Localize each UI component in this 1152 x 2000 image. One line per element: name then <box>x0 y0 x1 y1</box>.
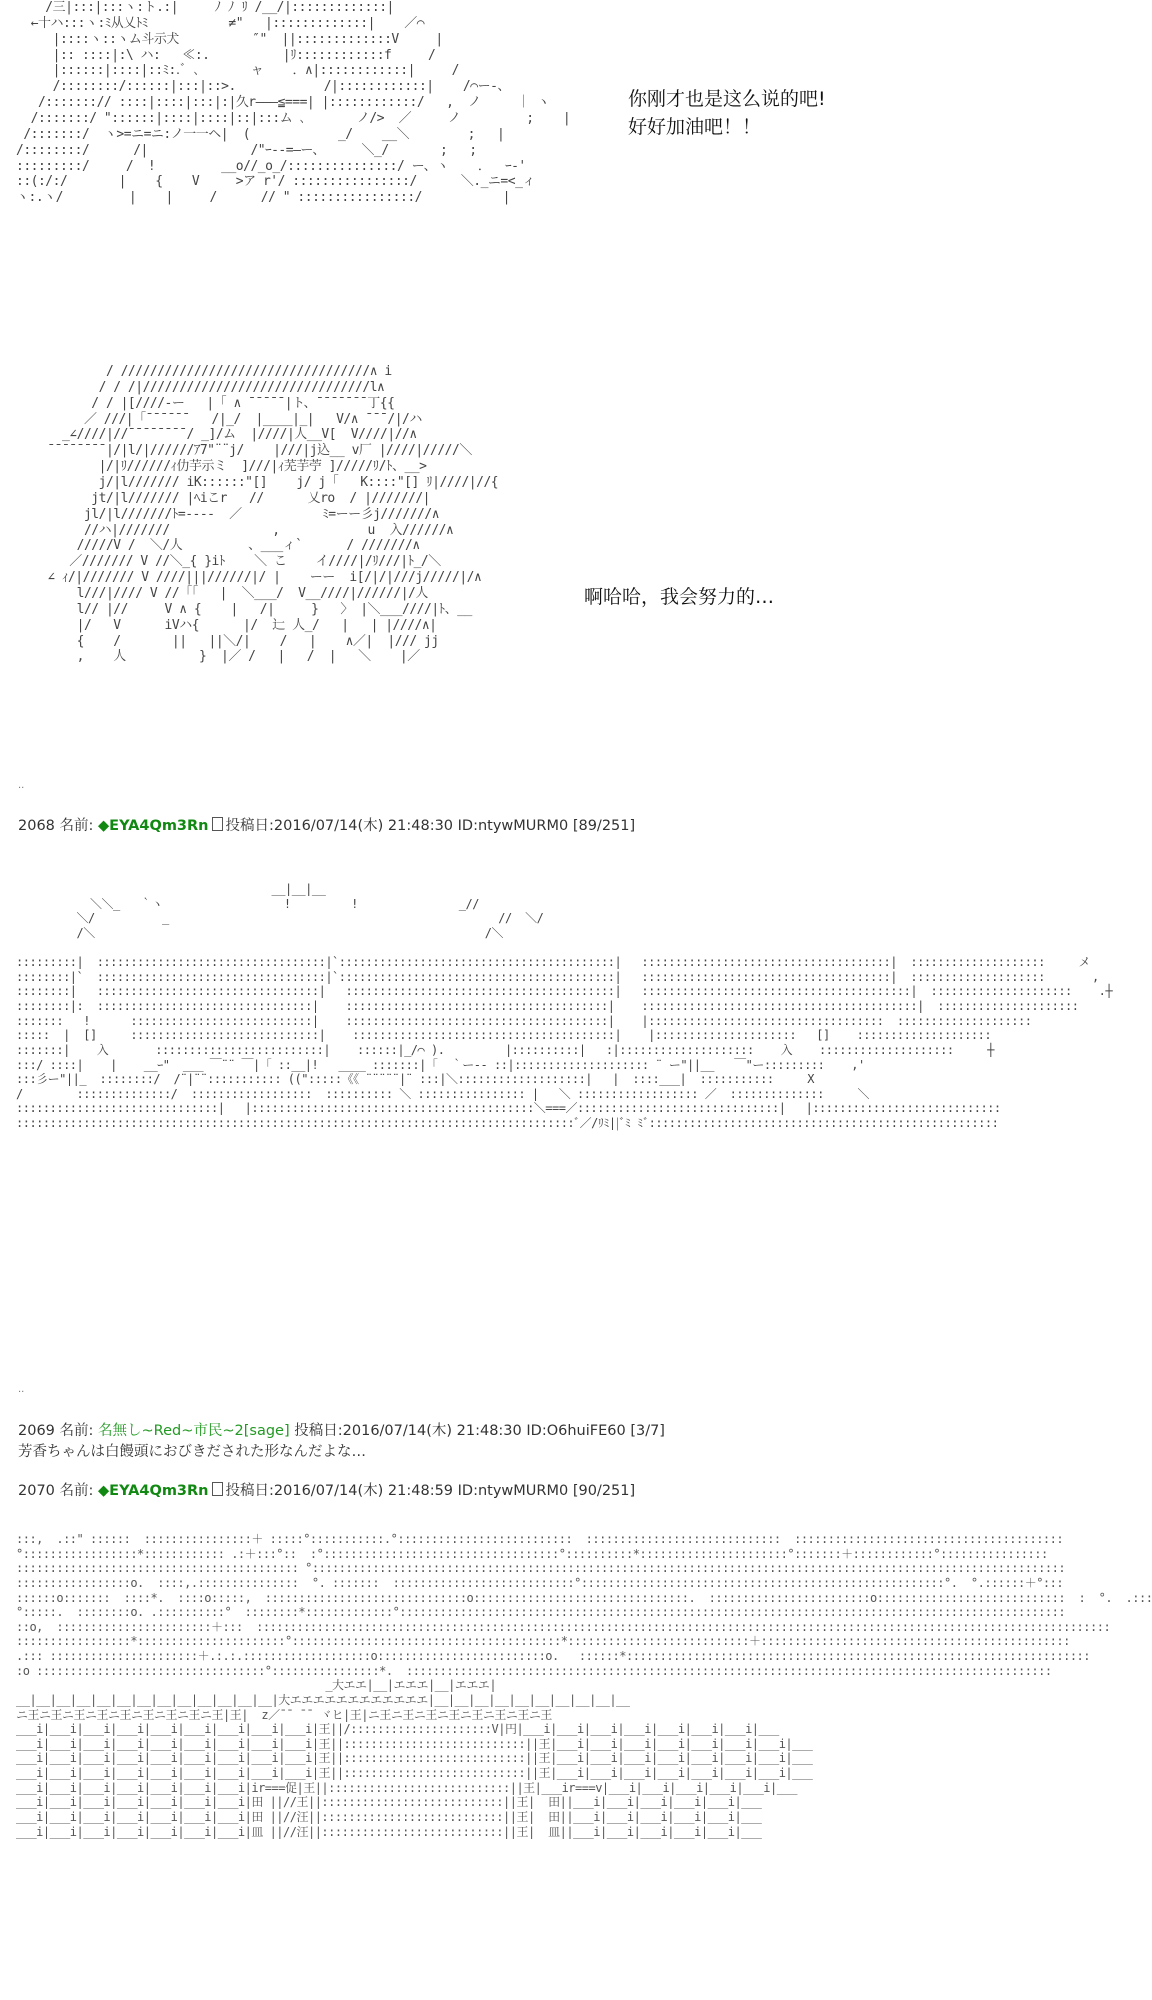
sage-tag: [sage] <box>243 1423 290 1439</box>
ascii-art-character-hat: / //////////////////////////////////∧ i / / /|///////////////////////////////l∧ / / |[////-ー |「 ∧ ¯¯¯¯¯|ト、¯¯¯¯¯¯¯丁{{ ／ ///|「¯¯¯¯¯¯ /|_/ |____|_| V/∧ ¯¯¯/|/ハ _∠////|//¯¯¯¯¯¯¯¯/ _]/ム |////|人__V[ V////|//∧ ¯¯¯¯¯¯¯¯|/|l/|//////ｱ7"¨¨j/ |///|j込__ v厂 |////|/////＼ |/|ﾘ//////ｨ仂芋示ミ ]///|ｨ芜芋苧 ]/////ﾘ/ﾄ、__> j/|l/////// iK::::::"[] j/ j「 K::::"[] ﾘ|////|//{ jt/|l/////// |ﾍiこr // 乂ro / |///////| jl/|l///////ﾄ=---- ／ ﾐ=ーー彡j///////∧ //ハ|/////// , u 入//////∧ /////V / ＼/人 、___ィ` / ///////∧ ／/////// V //＼_{ }iﾄ ＼ こ イ////|/ﾘ///|ﾄ_/＼ ∠ ｨ/|/////// V ////|||//////|/ | ーー i[/|/|///j/////|/∧ l///|//// V //「「 | ＼___/ V__////|//////|/人 l// |// V ∧ { | /| } 〉 |＼___////|ﾄ、__ |/ V iVハ{ |/ 辷 人_/ | | |////∧| { / || ||＼/| / | ∧／| |/// jj , 人 } |／ / | / | ＼ |／ <box>47 364 499 665</box>
post-number[interactable]: 2068 <box>18 818 55 834</box>
speech-line: 好好加油吧！！ <box>628 115 762 138</box>
post-body-2069: 芳香ちゃんは白饅頭におびきだされた形なんだよな… <box>18 1444 366 1460</box>
poster-trip: ◆EYA4Qm3Rn <box>98 1483 209 1499</box>
poster-id[interactable]: ID:ntywMURM0 <box>457 1483 569 1499</box>
ascii-art-character-fist: /三|:::|:::ヽ:ト.:| ﾉ ﾉ ﾘ /__/|:::::::::::::| ←十ハ:::ヽ:ﾐ从乂ﾄﾐ ≠" |:::::::::::::| ／⌒ |::::ヽ::ヽム斗示犬 ″" ||:::::::::::::V | |:: ::::|:\ ハ: ≪:. |ﾘ::::::::::::f / |::::::|::::|::ﾐ:.ﾞ ､ ャ ．∧|::::::::::::| / /::::::::/::::::|:::|::>. /|::::::::::::| /⌒ー-、 /:::::::// ::::|::::|:::|:|久r―――≦===| |::::::::::::/ , ノ ｜ ヽ /:::::::/ "::::::|::::|::::|::|:::ム ､ ノ/> ／ ノ ; | /:::::::/ ヽ>=ニ=ニ:ノ一一ヘ| ( _/ __＼ ; | /::::::::/ /| /"ｰ--=―ー、 ＼_/ ; ; :::::::::/ / ! __o//_o_/:::::::::::::::/ ー、ヽ ． ｰ‐' ::(:/:/ | { V >ア r'/ ::::::::::::::::/ ＼._ニ=<_ィ ヽ:.ヽ/ | | / // " ::::::::::::::::/ | <box>16 0 571 206</box>
date-label: 投稿日: <box>225 818 274 834</box>
name-label: 名前: <box>59 818 94 834</box>
poster-name: 名無し~Red~市民~2 <box>98 1423 244 1439</box>
square-icon <box>212 1482 223 1496</box>
name-label: 名前: <box>59 1483 94 1499</box>
post-header-2069 <box>18 1419 665 1440</box>
separator-dots: .. <box>18 1384 25 1395</box>
post-number[interactable]: 2069 <box>18 1423 55 1439</box>
poster-id[interactable]: ID:O6huiFE60 <box>526 1423 626 1439</box>
date-label: 投稿日: <box>225 1483 274 1499</box>
speech-line: 你刚才也是这么说的吧! <box>628 88 826 110</box>
ascii-art-pillow-scene: __|__|__ ＼＼_ ｀ヽ ! ! _// ＼/ _ // ＼/ /＼ /＼ :::::::::| ::::::::::::::::::::::::::::::::::|`:::::::::::::::::::::::::::::::::::::::::| :::::::::::::::::::::::::::::::::::::| :::::::::::::::::::: メ ::::::::|` ::::::::::::::::::::::::::::::::::|`:::::::::::::::::::::::::::::::::::::::::| :::::::::::::::::::::::::::::::::::::| :::::::::::::::::::: , ::::::::| :::::::::::::::::::::::::::::::::| ::::::::::::::::::::::::::::::::::::::::| ::::::::::::::::::::::::::::::::::::::::| ::::::::::::::::::::: .┼ ::::::::|: ::::::::::::::::::::::::::::::::| :::::::::::::::::::::::::::::::::::::::| :::::::::::::::::::::::::::::::::::::::::| ::::::::::::::::::::: ::::::: ! :::::::::::::::::::::::::::| :::::::::::::::::::::::::::::::::::::::| |::::::::::::::::::::::::::::::::::: :::::::::::::::::::: ::::: | [] ::::::::::::::::::::::::::::| :::::::::::::::::::::::::::::::::::::::| |::::::::::::::::::::: [] :::::::::::::::::::: :::::::| 入 :::::::::::::::::::::::::| ::::::|_/⌒ ). |::::::::::| :|:::::::::::::::::::: 入 :::::::::::::::::::: ┼ :::/ ::::| | __ｰ" ___ ￣¨¨ ￣|「 ::__|! ____ :::::::|「 ｀ー-- ::|:::::::::::::::::::: ¨ ー"||__ ￣"ー::::::::: ,' :::彡ー"||_ ::::::::/ /¨|¨¨::::::::::: ((":::::《《 ¨¨¨¨¨|¨ :::|＼:::::::::::::::::::| | ::::___| ::::::::::: X / ::::::::::::::/ :::::::::::::::::: :::::::::: ＼ :::::::::::::::: | ＼ :::::::::::::::::: ／ :::::::::::::: ＼ ::::::::::::::::::::::::::::::| |::::::::::::::::::::::::::::::::::::::::::＼===／::::::::::::::::::::::::::::::| |:::::::::::::::::::::::::::: :::::::::::::::::::::::::::::::::::::::::::::::::::::::::::::::::::::::::::::::::::ﾞ／/ﾘﾐ||ﾞﾐ ﾐﾞ:::::::::::::::::::::::::::::::::::::::::::::::::::: <box>16 882 1113 1130</box>
post-header-2070 <box>18 1479 635 1500</box>
post-count: [90/251] <box>572 1483 636 1499</box>
post-datetime: 2016/07/14(木) 21:48:59 <box>273 1483 454 1499</box>
post-datetime: 2016/07/14(木) 21:48:30 <box>273 818 454 834</box>
post-number[interactable]: 2070 <box>18 1483 55 1499</box>
speech-text-1 <box>628 86 826 141</box>
separator-dots: .. <box>18 780 25 791</box>
post-count: [3/7] <box>630 1423 665 1439</box>
post-header-2068 <box>18 814 635 835</box>
post-datetime: 2016/07/14(木) 21:48:30 <box>342 1423 522 1439</box>
poster-id[interactable]: ID:ntywMURM0 <box>457 818 569 834</box>
name-label: 名前: <box>59 1423 94 1439</box>
square-icon <box>212 817 223 831</box>
poster-trip: ◆EYA4Qm3Rn <box>98 818 209 834</box>
speech-text-2: 啊哈哈，我会努力的… <box>584 586 775 608</box>
post-count: [89/251] <box>572 818 636 834</box>
date-label: 投稿日: <box>294 1423 343 1439</box>
ascii-art-night-building: :::, .::" :::::: ::::::::::::::::＋ :::::°:::::::::::.°:::::::::::::::::::::::::: ::::::::::::::::::::::::::::: :::::::::::::::::::::::::::::::::::::::: °:::::::::::::::::*:::::::::::: .:＋:::°:: :°:::::::::::::::::::::::::::::::::::°::::::::::*::::::::::::::::::::::°:::::::＋::::::::::::°:::::::::::::::: :::::::::::::::::::::::::::::::::::::::::: °:::::::::::::::::::::::::::::::::::::::::::::::::::::::::::::::::::::::::::::::::::::::::::::::::::::::::::::::: :::::::::::::::::o. ::::,.::::::::::::::: °. ::::::: :::::::::::::::::::::::::::°::::::::::::::::::::::::::::::::::::::::::::::::::::::°. °.::::::＋°::: ::::::o::::::: ::::*. ::::o:::::, ::::::::::::::::::::::::::::::o::::::::::::::::::::::::::::::::. ::::::::::::::::::::::::o:::::::::::::::::::::::::::: : °. .::: °:::::. ::::::::o. .::::::::::° ::::::::*:::::::::::::°::::::::::::::::::::::::::::::::::::::::::::::::::::::::::::::::::::::::::::::::::::::::::::::::::: ::o, :::::::::::::::::::::::＋::: ::::::::::::::::::::::::::::::::::::::::::::::::::::::::::::::::::::::::::::::::::::::::::::::::::::::::::::::::::::::::::::::: :::::::::::::::::*::::::::::::::::::::::°::::::::::::::::::::::::::::::::::::::::*:::::::::::::::::::::::::::＋:::::::::::::::::::::::::::::::::::::::::::::: .::: ::::::::::::::::::::::＋.:.:.:::::::::::::::::::o:::::::::::::::::::::::::o. ::::::*::::::::::::::::::::::::::::::::::::::::::::::::::::::::::::::::::::: :o ::::::::::::::::::::::::::::::::::°::::::::::::::::*. :::::::::::::::::::::::::::::::::::::::::::::::::::::::::::::::::::::::::::::::::::::::::::::::: _大エエ|__|エエエ|__|エエエ| __|__|__|__|__|__|__|__|__|__|__|__|__|大エエエエエエエエエエエエ|__|__|__|__|__|__|__|__|__|__ ニ王ニ王ニ王ニ王ニ王ニ王ニ王ニ王ニ王|王| z／¯¯ ¯¯ ヾヒ|王|ニ王ニ王ニ王ニ王ニ王ニ王ニ王ニ王 ___i|___i|___i|___i|___i|___i|___i|___i|___i|王||/:::::::::::::::::::::V|円|___i|___i|___i|___i|___i|___i|___i|___ ___i|___i|___i|___i|___i|___i|___i|___i|___i|王||:::::::::::::::::::::::::::||王|___i|___i|___i|___i|___i|___i|___i|___ ___i|___i|___i|___i|___i|___i|___i|___i|___i|王||:::::::::::::::::::::::::::||王|___i|___i|___i|___i|___i|___i|___i|___ ___i|___i|___i|___i|___i|___i|___i|___i|___i|王||:::::::::::::::::::::::::::||王|___i|___i|___i|___i|___i|___i|___i|___ ___i|___i|___i|___i|___i|___i|___i|ir===促|王||:::::::::::::::::::::::::::||王|___ir===v|___i|___i|___i|___i|___i|___ ___i|___i|___i|___i|___i|___i|___i|田 ||//王||:::::::::::::::::::::::::::||王| 田||___i|___i|___i|___i|___i|___ ___i|___i|___i|___i|___i|___i|___i|田 ||//汪||:::::::::::::::::::::::::::||王| 田||___i|___i|___i|___i|___i|___ ___i|___i|___i|___i|___i|___i|___i|皿 ||//汪||:::::::::::::::::::::::::::||王| 皿||___i|___i|___i|___i|___i|___ <box>16 1532 1152 1839</box>
